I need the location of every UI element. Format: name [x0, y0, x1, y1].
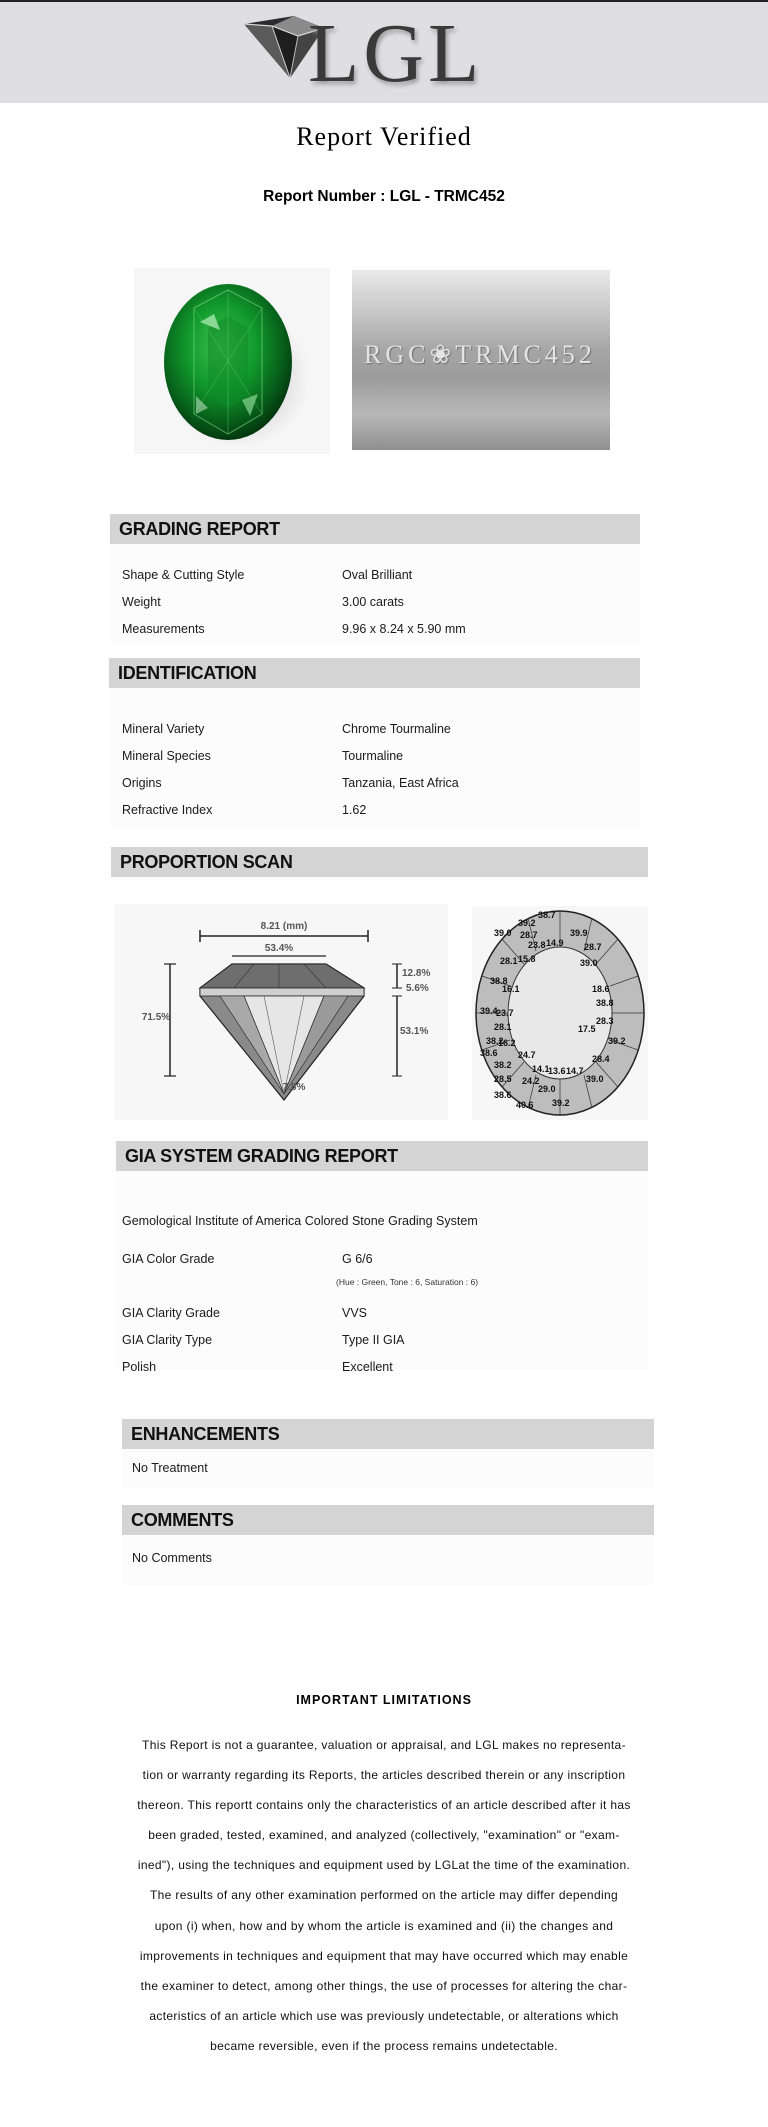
page-title: Report Verified	[296, 122, 472, 151]
identification-row-label: Mineral Species	[122, 749, 211, 763]
grading-report-heading: GRADING REPORT	[110, 514, 640, 544]
limitations-line: This Report is not a guarantee, valuation or appraisal, and LGL makes no representa-	[142, 1738, 626, 1752]
grading-row-value: Oval Brilliant	[342, 568, 413, 582]
gia-row-label: Polish	[122, 1360, 157, 1374]
grading-row-value: 3.00 carats	[342, 595, 404, 609]
top-view-value: 16.1	[502, 984, 520, 994]
identification-row-label: Refractive Index	[122, 803, 213, 817]
girdle-label: 5.6%	[406, 983, 429, 994]
total-depth-label: 71.5%	[141, 1012, 171, 1023]
limitations-line: been graded, tested, examined, and analyzed (collectively, "examination" or "exam-	[148, 1828, 620, 1843]
color-grade-note: (Hue : Green, Tone : 6, Saturation : 6)	[336, 1277, 479, 1287]
top-view-value: 38.8	[490, 976, 508, 986]
limitations-line: improvements in techniques and equipment that may have occurred which may enable	[139, 1948, 629, 1963]
top-view-value: 28.3	[596, 1016, 614, 1026]
top-view-value: 28.1	[500, 956, 518, 966]
limitations-line: ined"), using the techniques and equipment used by LGLat the time of the examination.	[137, 1858, 631, 1873]
top-view-value: 16.2	[498, 1038, 516, 1048]
gia-system-name: Gemological Institute of America Colored Stone Grading System	[122, 1214, 478, 1228]
culet-label: 7.8%	[282, 1082, 306, 1093]
comments-text: No Comments	[132, 1551, 212, 1565]
identification-row-label: Mineral Variety	[122, 722, 205, 736]
top-view-value: 38.7	[538, 910, 556, 920]
top-view-value: 14.9	[546, 938, 564, 948]
crown-height-label: 12.8%	[402, 968, 431, 979]
enhancements-heading: ENHANCEMENTS	[122, 1419, 654, 1449]
grading-row-value: 9.96 x 8.24 x 5.90 mm	[342, 622, 466, 636]
top-view-value: 39.9	[570, 928, 588, 938]
inscription-text: RGC❀TRMC452	[364, 340, 596, 369]
top-view-value: 39.2	[518, 918, 536, 928]
top-view-value: 38.6	[494, 1090, 512, 1100]
top-view-diagram	[472, 906, 648, 1120]
gia-heading: GIA SYSTEM GRADING REPORT	[116, 1141, 648, 1171]
limitations-line: thereon. This reportt contains only the characteristics of an article described after it has	[137, 1798, 631, 1813]
identification-row-value: 1.62	[342, 803, 367, 817]
limitations-line: tion or warranty regarding its Reports, the articles described therein or any inscription	[142, 1768, 626, 1783]
limitations-line: acteristics of an article which use was previously undetectable, or alterations which	[149, 2008, 619, 2023]
top-view-value: 38.6	[480, 1048, 498, 1058]
top-view-value: 17.5	[578, 1024, 596, 1034]
gia-row-value: Excellent	[342, 1360, 393, 1374]
top-view-value: 28.1	[494, 1022, 512, 1032]
top-view-value: 28.7	[584, 942, 602, 952]
top-view-value: 38.2	[486, 1036, 504, 1046]
gemstone-photo	[134, 268, 330, 454]
gia-row-value: Type II GIA	[342, 1333, 405, 1347]
top-view-value: 23.7	[496, 1008, 514, 1018]
proportion-scan-heading: PROPORTION SCAN	[111, 847, 648, 877]
top-view-value: 39.0	[494, 928, 512, 938]
limitations-line: became reversible, even if the process remains undetectable.	[210, 2038, 558, 2053]
top-view-value: 39.2	[608, 1036, 626, 1046]
top-view-value: 38.2	[494, 1060, 512, 1070]
limitations-line: the examiner to detect, among other things, the use of processes for altering the char-	[140, 1978, 628, 1993]
top-view-value: 39.2	[552, 1098, 570, 1108]
top-view-value: 29.0	[538, 1084, 556, 1094]
profile-diagram	[114, 904, 448, 1120]
gia-row-value: G 6/6	[342, 1252, 373, 1266]
identification-heading: IDENTIFICATION	[109, 658, 640, 688]
identification-row-value: Tourmaline	[342, 749, 404, 763]
comments-heading: COMMENTS	[122, 1505, 654, 1535]
top-view-value: 38.8	[596, 998, 614, 1008]
identification-row-label: Origins	[122, 776, 162, 790]
table-label: 53.4%	[264, 943, 294, 954]
grading-row-label: Measurements	[122, 622, 205, 636]
top-view-value: 39.4	[480, 1006, 498, 1016]
top-view-value: 13.6	[548, 1066, 566, 1076]
grading-row-label: Weight	[122, 595, 161, 609]
top-view-value: 24.7	[518, 1050, 536, 1060]
top-view-value: 24.2	[522, 1076, 540, 1086]
top-view-value: 28.4	[592, 1054, 610, 1064]
report-number: Report Number : LGL - TRMC452	[263, 188, 505, 205]
gia-row-label: GIA Clarity Grade	[122, 1306, 220, 1320]
top-view-value: 14.7	[566, 1066, 584, 1076]
gia-row-label: GIA Clarity Type	[122, 1333, 213, 1347]
limitations-line: upon (i) when, how and by whom the article is examined and (ii) the changes and	[154, 1918, 614, 1933]
logo-text: LGL	[308, 7, 484, 100]
top-view-value: 28.5	[494, 1074, 512, 1084]
limitations-title: IMPORTANT LIMITATIONS	[296, 1693, 472, 1707]
top-view-value: 18.6	[592, 984, 610, 994]
top-view-value: 14.1	[532, 1064, 550, 1074]
identification-row-value: Tanzania, East Africa	[342, 776, 459, 790]
grading-row-label: Shape & Cutting Style	[122, 568, 245, 582]
top-view-value: 39.0	[586, 1074, 604, 1084]
identification-row-value: Chrome Tourmaline	[342, 722, 451, 736]
gia-row-value: VVS	[342, 1306, 368, 1320]
top-view-value: 40.6	[516, 1100, 534, 1110]
limitations-line: The results of any other examination performed on the article may differ depending	[149, 1888, 619, 1903]
pavilion-depth-label: 53.1%	[400, 1026, 429, 1037]
diameter-label: 8.21 (mm)	[260, 921, 308, 932]
gia-row-label: GIA Color Grade	[122, 1252, 215, 1266]
limitations-body	[118, 1730, 650, 2061]
top-view-value: 28.7	[520, 930, 538, 940]
inscription-photo	[352, 270, 610, 450]
top-view-value: 39.0	[580, 958, 598, 968]
enhancements-text: No Treatment	[132, 1461, 208, 1475]
top-view-value: 23.8	[528, 940, 546, 950]
header-banner	[0, 2, 768, 103]
top-view-value: 15.8	[518, 954, 536, 964]
